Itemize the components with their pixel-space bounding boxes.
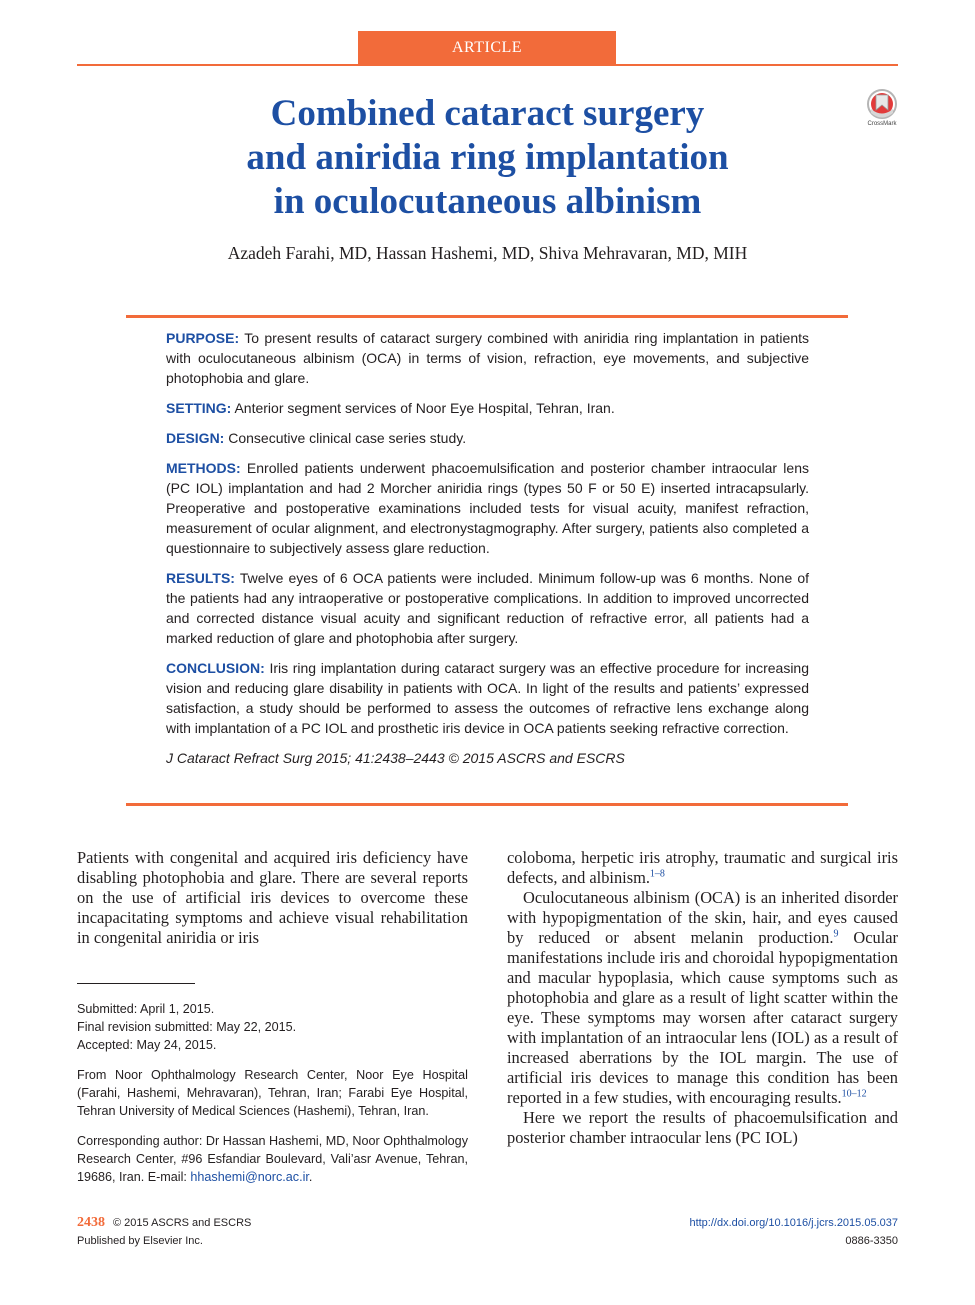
revision-date: Final revision submitted: May 22, 2015. — [77, 1020, 297, 1034]
abstract-top-rule — [126, 315, 848, 318]
corresponding-email-link[interactable]: hhashemi@norc.ac.ir — [190, 1170, 309, 1184]
abstract-design — [166, 428, 809, 448]
design-label: DESIGN: — [166, 430, 225, 446]
purpose-text: To present results of cataract surgery combined with aniridia ring implantation in patients with oculocutaneous albinism (OCA) in terms of vision, refraction, eye movements, and subjective photophobia and glare. — [166, 330, 809, 386]
submitted-date: Submitted: April 1, 2015. — [77, 1002, 215, 1016]
dates-footnote — [77, 1000, 468, 1054]
corresponding-footnote — [77, 1132, 468, 1186]
conclusion-label: CONCLUSION: — [166, 660, 265, 676]
footer-page-line — [77, 1214, 251, 1232]
footer-copyright: © 2015 ASCRS and ESCRS — [113, 1217, 252, 1229]
footnote-rule — [77, 983, 195, 984]
title-line-1: Combined cataract surgery — [270, 93, 705, 134]
abstract-methods — [166, 458, 809, 558]
design-text: Consecutive clinical case series study. — [228, 430, 467, 446]
conclusion-text: Iris ring implantation during cataract surgery was an effective procedure for increasing vision and reducing glare disability in patients with OCA. In light of the results and patients’ expressed satisfaction, a study should be performed to assess the outcomes of refractive lens exchange along with implantation of a PC IOL and prosthetic iris device in OCA patients seeking refractive correction. — [166, 660, 810, 736]
abstract-results — [166, 568, 809, 648]
results-text: Twelve eyes of 6 OCA patients were included. Minimum follow-up was 6 months. None of the patients had any intraoperative or postoperative complications. In addition to improved uncorrected and corrected distance visual acuity and significant reduction of refractive error, all patients had a marked reduction of glare and photophobia after surgery. — [166, 570, 810, 646]
abstract-setting — [166, 398, 809, 418]
issn: 0886-3350 — [845, 1235, 898, 1247]
title-line-3: in oculocutaneous albinism — [273, 181, 702, 222]
doi-link[interactable]: http://dx.doi.org/10.1016/j.jcrs.2015.05.037 — [689, 1217, 898, 1229]
continued-paragraph — [507, 848, 898, 888]
title-line-2: and aniridia ring implantation — [246, 137, 729, 178]
reference-link[interactable]: 10–12 — [841, 1088, 867, 1100]
corresponding-end: . — [308, 1170, 313, 1184]
setting-text: Anterior segment services of Noor Eye Hospital, Tehran, Iran. — [234, 400, 615, 416]
intro-paragraph: Patients with congenital and acquired iris deficiency have disabling photophobia and glare. There are several reports on the use of artificial iris devices to overcome these incapacitating symptoms and achieve visual rehabilitation in congenital aniridia or iris — [77, 848, 468, 947]
methods-label: METHODS: — [166, 460, 241, 476]
corresponding-text: Corresponding author: Dr Hassan Hashemi, MD, Noor Ophthalmology Research Center, #96 Esfandiar Boulevard, Vali’asr Avenue, Tehran, 19686, Iran. E-mail: — [77, 1134, 468, 1184]
oca-text-b: Ocular manifestations include iris and choroidal hypopigmentation and macular hypoplasia, which cause symptoms such as photophobia and glare as a result of light scatter within the eye. These symptoms may worsen after cataract surgery with implantation of an intraocular lens (IOL) as a result of increased aberrations by the IOL margin. The use of artificial iris devices to manage this condition has been reported in a few studies, with encouraging results. — [507, 928, 898, 1107]
page-number: 2438 — [77, 1215, 105, 1230]
footnotes — [77, 1000, 468, 1198]
crossmark-badge[interactable] — [862, 88, 902, 132]
footer-publisher: Published by Elsevier Inc. — [77, 1235, 203, 1247]
crossmark-icon — [862, 88, 902, 122]
accepted-date: Accepted: May 24, 2015. — [77, 1038, 217, 1052]
article-type-label: ARTICLE — [451, 38, 523, 56]
oca-text-a: Oculocutaneous albinism (OCA) is an inherited disorder with hypopigmentation of the skin, hair, and eyes caused by reduced or absent melanin production. — [507, 888, 898, 947]
oca-paragraph — [507, 888, 898, 1108]
footer-right — [689, 1214, 898, 1250]
report-paragraph: Here we report the results of phacoemulsification and posterior chamber intraocular lens (PC IOL) — [507, 1108, 898, 1147]
abstract-purpose — [166, 328, 809, 388]
article-type-tab — [358, 31, 616, 64]
abstract — [166, 328, 809, 778]
reference-link[interactable]: 9 — [833, 928, 839, 940]
affiliation-footnote: From Noor Ophthalmology Research Center, Noor Eye Hospital (Farahi, Hashemi, Mehravaran), Tehran, Iran; Farabi Eye Hospital, Tehran University of Medical Sciences (Hashemi), Tehran, Iran. — [77, 1068, 468, 1118]
header-rule — [77, 64, 898, 66]
footer-left — [77, 1214, 251, 1250]
journal-citation: J Cataract Refract Surg 2015; 41:2438–2443 © 2015 ASCRS and ESCRS — [166, 750, 625, 766]
continued-text: coloboma, herpetic iris atrophy, traumatic and surgical iris defects, and albinism. — [507, 848, 898, 887]
methods-text: Enrolled patients underwent phacoemulsification and posterior chamber intraocular lens (PC IOL) implantation and had 2 Morcher aniridia rings (types 50 F or 50 E) inserted intracapsularly. Preoperative and postoperative examinations included tests for visual acuity, manifest refraction, measurement of ocular alignment, and electronystagmography. After surgery, patients also completed a questionnaire to subjectively assess glare reduction. — [166, 460, 809, 556]
crossmark-label: CrossMark — [867, 121, 897, 127]
reference-link[interactable]: 1–8 — [649, 868, 665, 880]
author-list: Azadeh Farahi, MD, Hassan Hashemi, MD, Shiva Mehravaran, MD, MIH — [227, 243, 748, 263]
body-column-right — [507, 848, 898, 1148]
setting-label: SETTING: — [166, 400, 232, 416]
abstract-conclusion — [166, 658, 809, 738]
results-label: RESULTS: — [166, 570, 235, 586]
purpose-label: PURPOSE: — [166, 330, 240, 346]
article-title — [140, 92, 835, 224]
abstract-bottom-rule — [126, 803, 848, 806]
body-column-left — [77, 848, 468, 948]
